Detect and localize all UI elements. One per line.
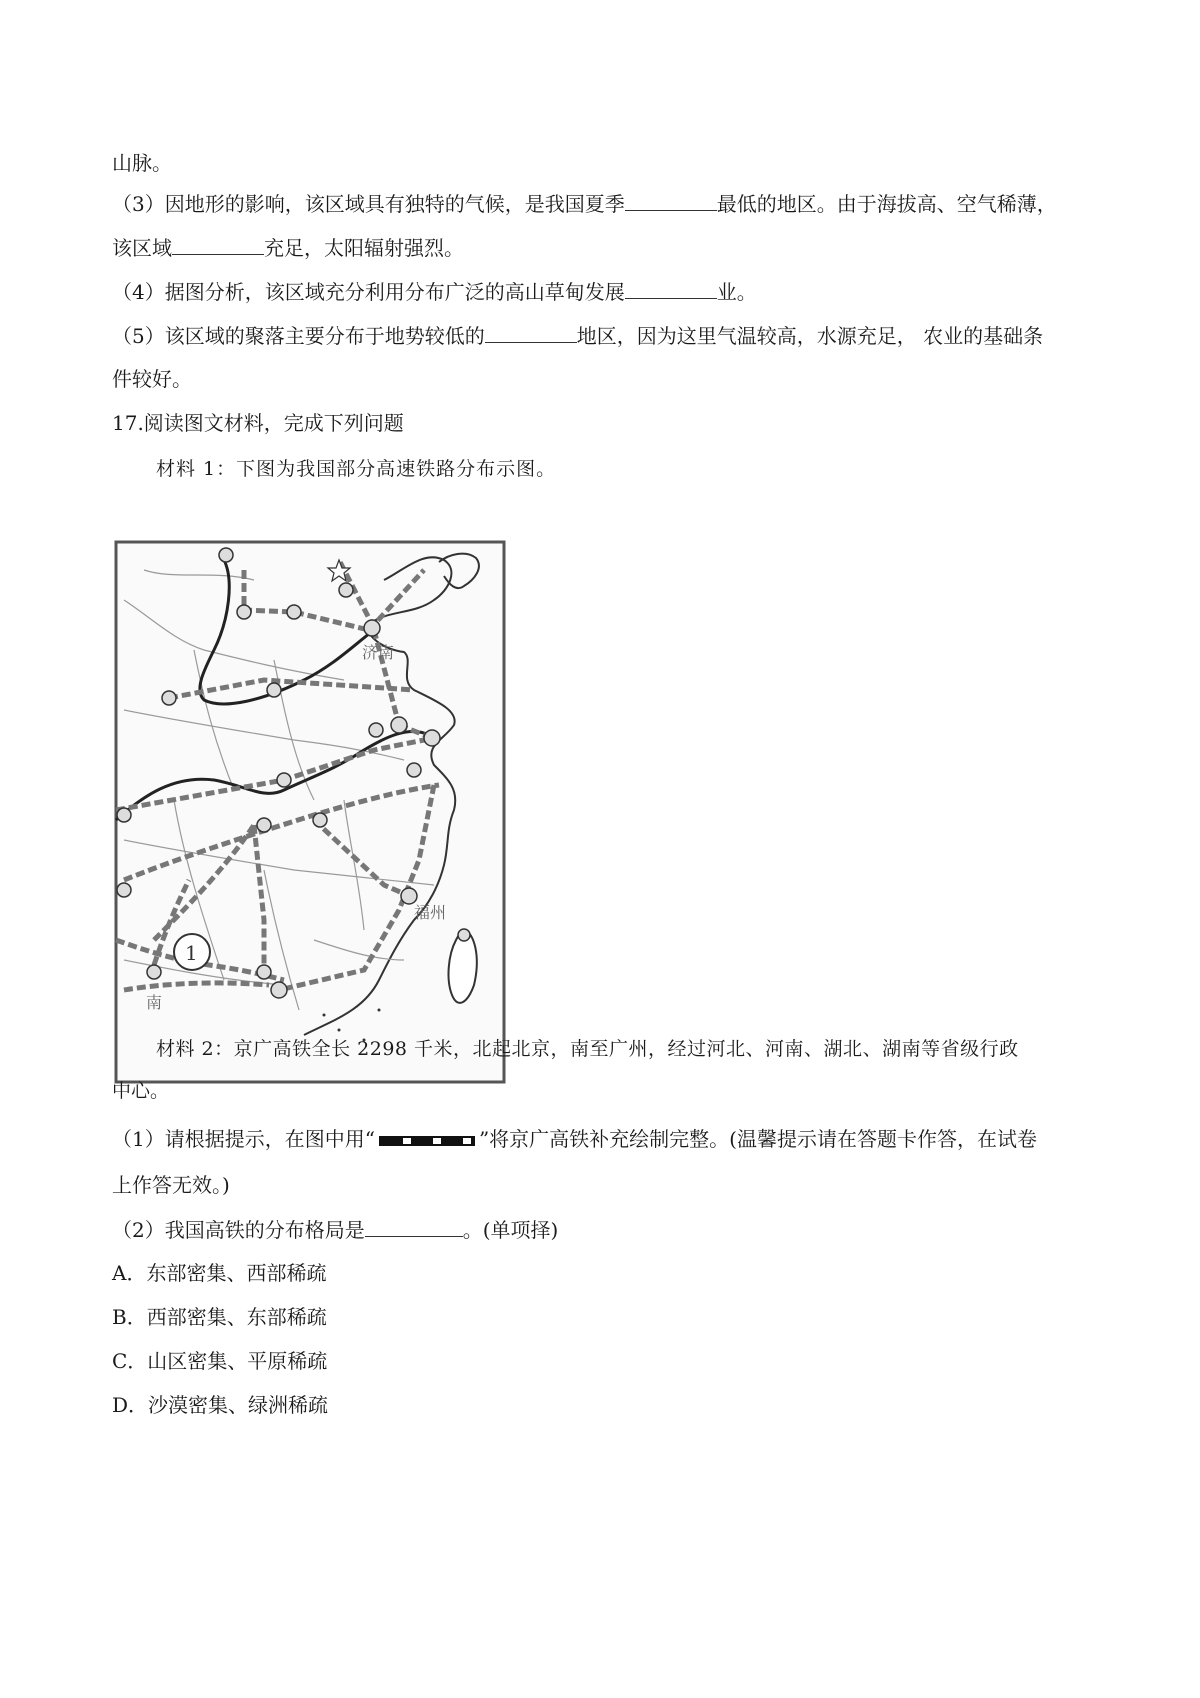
- station-marker: [391, 717, 407, 733]
- material-2-line-2: 中心。: [112, 1080, 170, 1102]
- map-frame: [116, 542, 504, 1082]
- text-segment: 地区，因为这里气温较高，水源充足， 农业的基础条: [576, 324, 1044, 348]
- station-marker: [277, 773, 291, 787]
- option-c[interactable]: C．山区密集、平原稀疏: [112, 1349, 328, 1373]
- label-jinan: 济南: [362, 643, 395, 662]
- marker-1-label: 1: [185, 941, 198, 965]
- station-marker: [407, 763, 421, 777]
- station-guangzhou-marker: [271, 982, 287, 998]
- option-b[interactable]: B．西部密集、东部稀疏: [112, 1305, 327, 1329]
- text-segment: ”将京广高铁补充绘制完整。(温馨提示请在答题卡作答，在试卷: [478, 1127, 1037, 1151]
- high-speed-rail-map: [114, 540, 506, 1084]
- question-3-line-2: [112, 232, 464, 263]
- question-5-line-1: [112, 320, 1043, 351]
- option-a[interactable]: A．东部密集、西部稀疏: [112, 1261, 327, 1285]
- label-fuzhou: 福州: [414, 903, 447, 922]
- question-17-title: 17.阅读图文材料，完成下列问题: [112, 411, 404, 435]
- text-segment: 。(单项择): [462, 1218, 559, 1242]
- station-shanghai-marker: [424, 730, 440, 746]
- station-marker: [287, 605, 301, 619]
- question-5-line-2: 件较好。: [112, 367, 192, 391]
- answer-blank[interactable]: [365, 1214, 463, 1237]
- question-4-line: [112, 276, 757, 307]
- station-marker: [117, 808, 131, 822]
- sub-question-1-line-2: 上作答无效。): [112, 1173, 230, 1197]
- station-marker: [219, 548, 233, 562]
- text-segment: （2）我国高铁的分布格局是: [112, 1218, 365, 1242]
- station-taipei-marker: [458, 929, 470, 941]
- text-segment: （4）据图分析，该区域充分利用分布广泛的高山草甸发展: [112, 280, 625, 304]
- material-1-caption: 材料 1：下图为我国部分高速铁路分布示图。: [156, 458, 557, 480]
- answer-blank[interactable]: [485, 320, 577, 343]
- station-marker: [369, 723, 383, 737]
- station-marker: [339, 583, 353, 597]
- station-marker: [162, 691, 176, 705]
- sub-question-1-line-1: [112, 1124, 1037, 1154]
- answer-blank[interactable]: [625, 276, 717, 299]
- station-marker: [257, 965, 271, 979]
- answer-blank[interactable]: [172, 232, 264, 255]
- station-marker: [267, 683, 281, 697]
- text-segment: 该区域: [112, 236, 172, 260]
- question-3-line-1: [112, 188, 1057, 219]
- text-segment: （3）因地形的影响，该区域具有独特的气候，是我国夏季: [112, 192, 625, 216]
- sub-question-2-line: [112, 1214, 558, 1245]
- option-d[interactable]: D．沙漠密集、绿洲稀疏: [112, 1393, 329, 1417]
- station-marker: [313, 813, 327, 827]
- text-segment: 充足，太阳辐射强烈。: [264, 236, 464, 260]
- text-segment: （1）请根据提示，在图中用“: [112, 1127, 375, 1151]
- text-segment: （5）该区域的聚落主要分布于地势较低的: [112, 324, 485, 348]
- station-fuzhou-marker: [401, 888, 417, 904]
- station-jinan-marker: [364, 620, 380, 636]
- label-nan: 南: [146, 993, 163, 1012]
- text-segment: 业。: [716, 280, 757, 304]
- station-nanning-marker: [147, 965, 161, 979]
- answer-blank[interactable]: [625, 188, 717, 211]
- material-2-line-1: 材料 2：京广高铁全长 2298 千米，北起北京，南至广州，经过河北、河南、湖北、湖南等省级行政: [156, 1038, 1019, 1060]
- station-marker: [237, 605, 251, 619]
- text-segment: 最低的地区。由于海拔高、空气稀薄，: [716, 192, 1057, 216]
- rail-legend-symbol-icon: [379, 1136, 475, 1146]
- station-marker: [257, 818, 271, 832]
- station-marker: [117, 883, 131, 897]
- text-line: 山脉。: [112, 151, 172, 175]
